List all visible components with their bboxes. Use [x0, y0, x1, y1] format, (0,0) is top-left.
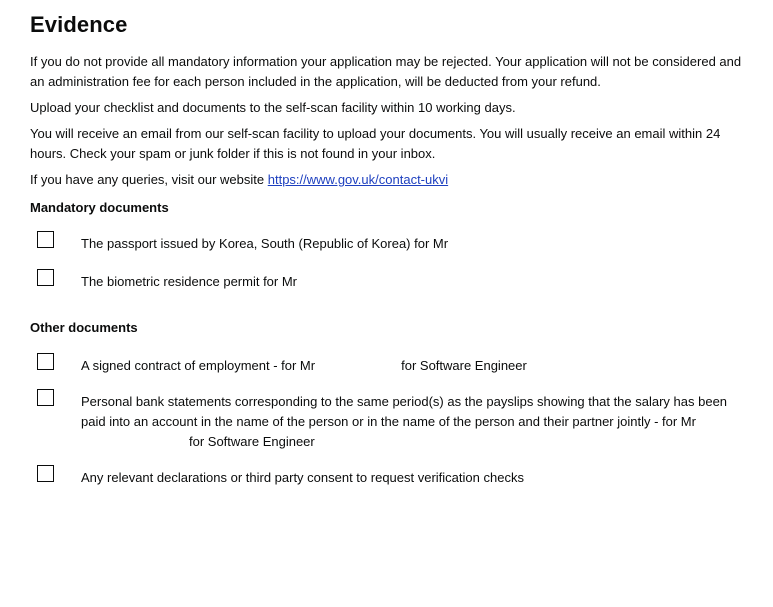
other-documents-heading: Other documents: [30, 320, 138, 335]
passport-checkbox[interactable]: [37, 231, 54, 248]
other-documents-list: [30, 356, 753, 488]
contact-ukvi-link[interactable]: https://www.gov.uk/contact-ukvi: [267, 172, 449, 187]
biometric-permit-checkbox[interactable]: [37, 269, 54, 286]
bank-statements-item-label: [81, 392, 753, 452]
employment-contract-checkbox[interactable]: [37, 353, 54, 370]
biometric-permit-item-label: The biometric residence permit for Mr: [81, 274, 298, 289]
employment-contract-role: for Software Engineer: [401, 358, 527, 373]
queries-text: [30, 170, 753, 190]
rejection-warning-text: If you do not provide all mandatory information your application may be rejected. Your application will not be considered and an administration fee for each person included in the application, will be deducted from your refund.: [30, 54, 742, 89]
mandatory-documents-heading: Mandatory documents: [30, 200, 169, 215]
queries-prefix: If you have any queries, visit our website: [30, 172, 268, 187]
bank-statements-checkbox[interactable]: [37, 389, 54, 406]
list-item: [30, 356, 753, 376]
bank-statements-role: for Software Engineer: [189, 434, 315, 449]
employment-contract-text: A signed contract of employment - for Mr: [81, 358, 316, 373]
employment-contract-item-label: [81, 356, 753, 376]
list-item: [30, 392, 753, 452]
upload-instruction-text: Upload your checklist and documents to the self-scan facility within 10 working days.: [30, 100, 516, 115]
page-title: Evidence: [30, 12, 128, 37]
declarations-checkbox[interactable]: [37, 465, 54, 482]
list-item: [30, 272, 753, 292]
bank-statements-text: Personal bank statements corresponding to the same period(s) as the payslips showing that the salary has been paid into an account in the name of the person or in the name of the person and their partner jointly - for Mr: [81, 394, 728, 429]
mandatory-documents-list: [30, 234, 753, 292]
passport-item-label: The passport issued by Korea, South (Republic of Korea) for Mr: [81, 236, 449, 251]
list-item: [30, 234, 753, 254]
email-notice-text: You will receive an email from our self-scan facility to upload your documents. You will usually receive an email within 24 hours. Check your spam or junk folder if this is not found in your inbox.: [30, 126, 721, 161]
declarations-item-label: Any relevant declarations or third party consent to request verification checks: [81, 470, 524, 485]
list-item: [30, 468, 753, 488]
